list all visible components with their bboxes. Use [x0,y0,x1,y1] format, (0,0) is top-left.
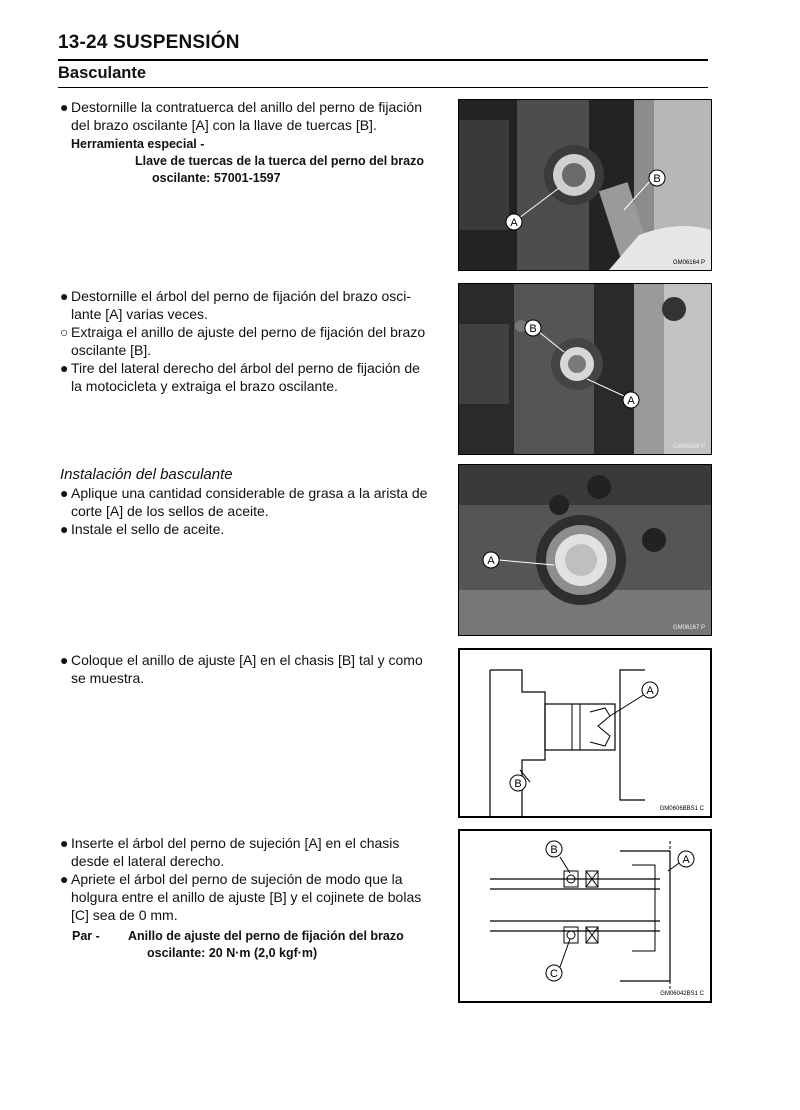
figure-code: GM06042BS1 C [660,991,704,997]
bullet-icon: ● [60,360,69,376]
step-block-3 [60,466,442,538]
figure-code: GM0606BBS1 C [659,806,704,812]
page-header: 13-24 SUSPENSIÓN [58,32,240,53]
step-text: se muestra. [71,670,145,686]
step-text: [C] sea de 0 mm. [71,907,178,923]
callout-a: A [510,217,518,229]
figure-code: GM06166 P [672,444,705,450]
step-block-2 [60,287,442,395]
figure-1-photo [458,99,712,271]
callout-a: A [646,685,654,697]
bullet-icon: ● [60,652,69,668]
callout-a: A [487,555,495,567]
figure-4-diagram [458,648,712,818]
figure-5-diagram [458,829,712,1003]
open-bullet-icon: ○ [60,324,69,340]
tool-number: oscilante: 57001-1597 [152,171,281,185]
subsection-title: Instalación del basculante [60,466,233,483]
callout-b: B [550,844,558,856]
step-text: Extraiga el anillo de ajuste del perno de fijación del brazo [71,324,426,340]
figure-3-photo [458,464,712,636]
callout-a: A [627,395,635,407]
step-text: Destornille la contratuerca del anillo del perno de fijación [71,99,422,115]
section-title: Basculante [58,64,147,82]
step-text: Aplique una cantidad considerable de grasa a la arista de [71,485,428,501]
callout-b: B [653,173,661,185]
bullet-icon: ● [60,871,69,887]
figure-2-photo [458,283,712,455]
step-text: holgura entre el anillo de ajuste [B] y el cojinete de bolas [71,889,422,905]
figure-code: GM06167 P [672,625,705,631]
bullet-icon: ● [60,99,69,115]
step-text: desde el lateral derecho. [71,853,225,869]
tool-name: Llave de tuercas de la tuerca del perno del brazo [135,154,424,168]
step-block-4 [60,651,442,687]
bullet-icon: ● [60,835,69,851]
step-text: del brazo oscilante [A] con la llave de tuercas [B]. [71,117,377,133]
step-text: lante [A] varias veces. [71,306,208,322]
figure-code: GM06164 P [672,260,705,266]
bullet-icon: ● [60,288,69,304]
section-rule [58,87,708,88]
step-text: Instale el sello de aceite. [71,521,225,537]
step-text: Destornille el árbol del perno de fijación del brazo osci- [71,288,412,304]
torque-line-1: Anillo de ajuste del perno de fijación del brazo [128,929,404,943]
callout-b: B [514,778,522,790]
callout-c: C [550,968,558,980]
step-text: Coloque el anillo de ajuste [A] en el chasis [B] tal y como [71,652,423,668]
step-text: corte [A] de los sellos de aceite. [71,503,269,519]
step-block-5 [60,834,442,962]
callout-b: B [529,323,537,335]
step-text: Tire del lateral derecho del árbol del perno de fijación de [71,360,420,376]
bullet-icon: ● [60,485,69,501]
bullet-icon: ● [60,521,69,537]
torque-line-2: oscilante: 20 N·m (2,0 kgf·m) [147,946,318,960]
torque-label: Par - [72,929,100,943]
step-block-1 [60,98,442,187]
step-text: Apriete el árbol del perno de sujeción de modo que la [71,871,403,887]
torque-spec [60,928,442,945]
step-text: Inserte el árbol del perno de sujeción [A] en el chasis [71,835,400,851]
header-rule [58,59,708,61]
step-text: la motocicleta y extraiga el brazo oscilante. [71,378,338,394]
tool-label: Herramienta especial - [71,137,205,151]
step-text: oscilante [B]. [71,342,152,358]
callout-a: A [682,854,690,866]
